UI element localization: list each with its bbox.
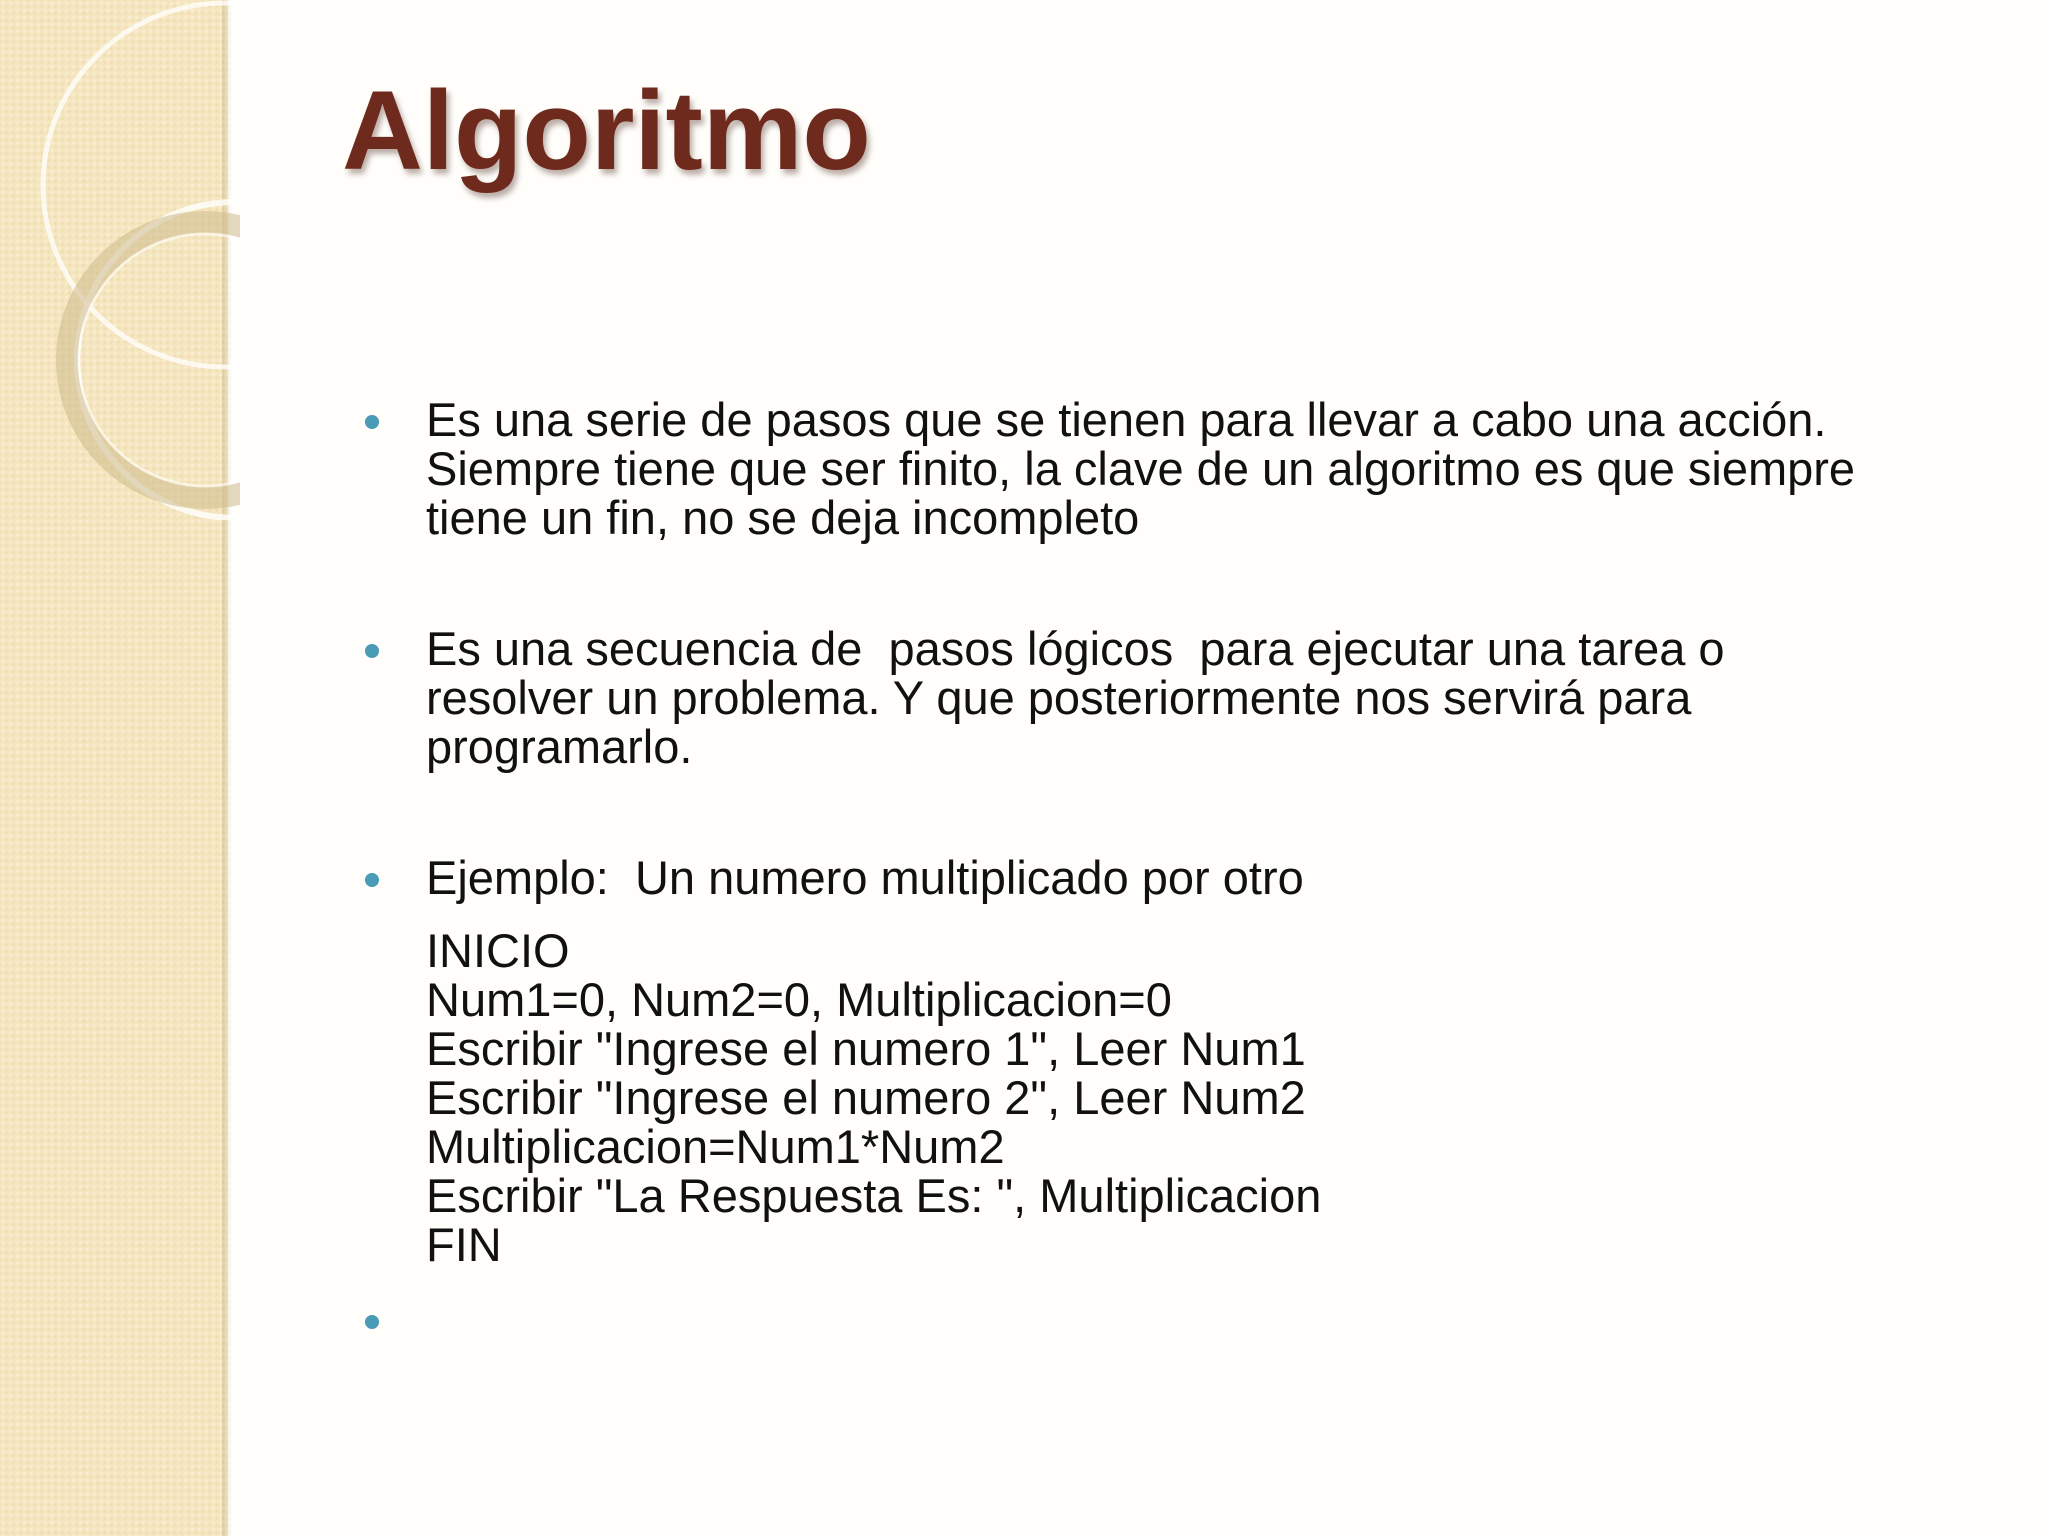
bullet-dot-icon	[365, 644, 379, 658]
bullet-dot-icon	[365, 873, 379, 887]
pseudocode-line: INICIO	[426, 924, 570, 977]
pseudocode-line: Num1=0, Num2=0, Multiplicacion=0	[426, 973, 1172, 1026]
bullet-list	[360, 395, 2000, 1344]
bullet-dot-icon	[365, 415, 379, 429]
pseudocode-line: FIN	[426, 1218, 502, 1271]
bullet-item-example	[360, 853, 2000, 1269]
bullet-text-line: Es una secuencia de pasos lógicos para ejecutar una tarea o	[426, 622, 1725, 675]
bullet-item-empty	[360, 1295, 2000, 1344]
bullet-text-line: tiene un fin, no se deja incompleto	[426, 491, 1140, 544]
bullet-item-sequence	[360, 624, 2000, 771]
bullet-item-definition	[360, 395, 2000, 542]
slide-title: Algoritmo	[342, 68, 871, 193]
decorative-rings-icon	[0, 0, 240, 520]
example-heading: Ejemplo: Un numero multiplicado por otro	[426, 851, 1304, 904]
spacer	[426, 902, 2000, 926]
bullet-text-line: Es una serie de pasos que se tienen para llevar a cabo una acción.	[426, 393, 1827, 446]
pseudocode-line: Multiplicacion=Num1*Num2	[426, 1120, 1005, 1173]
bullet-text-line: resolver un problema. Y que posteriormente nos servirá para	[426, 671, 1692, 724]
bullet-dot-icon	[365, 1315, 379, 1329]
bullet-text-line: programarlo.	[426, 720, 693, 773]
bullet-text-line: Siempre tiene que ser finito, la clave de un algoritmo es que siempre	[426, 442, 1856, 495]
pseudocode-line: Escribir "Ingrese el numero 1", Leer Num1	[426, 1022, 1306, 1075]
pseudocode-line: Escribir "La Respuesta Es: ", Multiplicacion	[426, 1169, 1322, 1222]
pseudocode-line: Escribir "Ingrese el numero 2", Leer Num2	[426, 1071, 1306, 1124]
